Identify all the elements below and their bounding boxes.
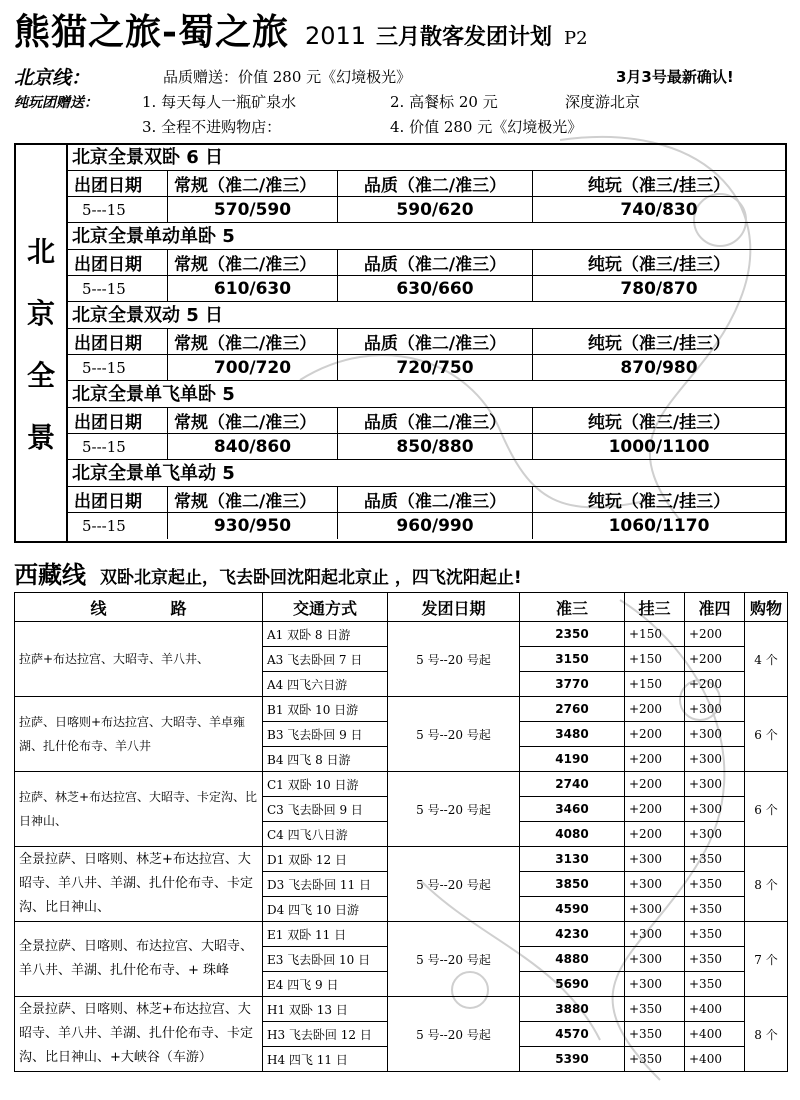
departure-range: 5 号--20 号起 (388, 847, 520, 922)
col-header-shopping: 购物 (745, 593, 788, 622)
pure-price: 1000/1100 (608, 436, 710, 457)
zhun3-price: 3150 (520, 647, 625, 672)
table-row (15, 697, 788, 722)
pure-gift-item-2: 2. 高餐标 20 元 (390, 93, 498, 111)
zhun3-price: 3850 (520, 872, 625, 897)
departure-range: 5 号--20 号起 (388, 772, 520, 847)
col-header-pure: 纯玩（准三/挂三） (587, 492, 731, 512)
regular-price: 930/950 (168, 513, 338, 539)
quality-gift: 品质赠送：价值 280 元《幻境极光》 (163, 68, 412, 86)
col-header-regular: 常规（准二/准三） (168, 329, 338, 354)
price-row (68, 434, 785, 460)
zhun3-price: 4230 (520, 922, 625, 947)
col-header-quality: 品质（准二/准三） (338, 487, 533, 512)
transport-option: D1 双卧 12 日 (263, 847, 388, 872)
transport-option: E3 飞去卧回 10 日 (263, 947, 388, 972)
col-header-regular: 常规（准二/准三） (168, 487, 338, 512)
table-row (15, 772, 788, 797)
pure-price: 780/870 (620, 278, 698, 299)
column-header-row (68, 487, 785, 513)
col-header-quality: 品质（准二/准三） (338, 171, 533, 196)
zhun4-surcharge: +200 (685, 647, 745, 672)
transport-option: E1 双卧 11 日 (263, 922, 388, 947)
gua3-surcharge: +200 (625, 822, 685, 847)
pure-gift-item-1: 1. 每天每人一瓶矿泉水 (142, 93, 297, 111)
gua3-surcharge: +200 (625, 772, 685, 797)
col-header-regular: 常规（准二/准三） (168, 408, 338, 433)
shopping-count: 8 个 (745, 997, 788, 1072)
pure-gift-item-deep-tour: 深度游北京 (565, 93, 641, 111)
transport-option: D3 飞去卧回 11 日 (263, 872, 388, 897)
transport-option: C4 四飞八日游 (263, 822, 388, 847)
zhun4-surcharge: +400 (685, 1047, 745, 1072)
transport-option: D4 四飞 10 日游 (263, 897, 388, 922)
zhun4-surcharge: +200 (685, 672, 745, 697)
col-header-pure: 纯玩（准三/挂三） (587, 176, 731, 196)
zhun4-surcharge: +350 (685, 972, 745, 997)
transport-option: H1 双卧 13 日 (263, 997, 388, 1022)
tibet-line-label: 西藏线 (14, 561, 86, 589)
column-header-row (68, 408, 785, 434)
side-char: 北 (26, 235, 55, 268)
side-char: 全 (26, 359, 55, 392)
pure-gift-item-4: 4. 价值 280 元《幻境极光》 (390, 118, 583, 136)
regular-price: 570/590 (168, 197, 338, 222)
zhun3-price: 3770 (520, 672, 625, 697)
col-header-quality: 品质（准二/准三） (338, 329, 533, 354)
zhun4-surcharge: +350 (685, 872, 745, 897)
quality-price: 630/660 (338, 276, 533, 301)
gua3-surcharge: +300 (625, 847, 685, 872)
pure-gift-label: 纯玩团赠送： (14, 95, 98, 111)
beijing-side-label (16, 145, 68, 541)
gua3-surcharge: +200 (625, 747, 685, 772)
beijing-product-block (68, 145, 785, 223)
zhun4-surcharge: +350 (685, 922, 745, 947)
price-row (68, 513, 785, 539)
price-row (68, 355, 785, 381)
gua3-surcharge: +300 (625, 947, 685, 972)
col-header-regular: 常规（准二/准三） (168, 171, 338, 196)
zhun4-surcharge: +300 (685, 797, 745, 822)
beijing-line-row (14, 63, 90, 90)
product-title: 北京全景双卧 6 日 (68, 145, 785, 171)
route-description: 拉萨+布达拉宫、大昭寺、羊八井、 (15, 622, 263, 697)
table-row (15, 622, 788, 647)
product-title: 北京全景单动单卧 5 (68, 224, 785, 250)
zhun4-surcharge: +400 (685, 1022, 745, 1047)
zhun4-surcharge: +300 (685, 747, 745, 772)
route-description: 全景拉萨、日喀则、林芝+布达拉宫、大昭寺、羊八井、羊湖、扎什伦布寺、卡定沟、比日神山、+大峡谷（车游） (15, 997, 263, 1072)
transport-option: A1 双卧 8 日游 (263, 622, 388, 647)
zhun3-price: 2350 (520, 622, 625, 647)
zhun4-surcharge: +300 (685, 697, 745, 722)
gua3-surcharge: +150 (625, 622, 685, 647)
zhun3-price: 4190 (520, 747, 625, 772)
col-header-date: 出团日期 (68, 171, 168, 196)
header-title: 熊猫之旅-蜀之旅 (14, 11, 289, 53)
price-row (68, 276, 785, 302)
beijing-price-table (14, 143, 787, 543)
transport-option: H3 飞去卧回 12 日 (263, 1022, 388, 1047)
shopping-count: 6 个 (745, 772, 788, 847)
gua3-surcharge: +300 (625, 872, 685, 897)
route-description: 全景拉萨、日喀则、布达拉宫、大昭寺、羊八井、羊湖、扎什伦布寺、+ 珠峰 (15, 922, 263, 997)
col-header-date: 出团日期 (68, 487, 168, 512)
transport-option: E4 四飞 9 日 (263, 972, 388, 997)
col-header-transport: 交通方式 (263, 593, 388, 622)
col-header-quality: 品质（准二/准三） (338, 250, 533, 275)
transport-option: C3 飞去卧回 9 日 (263, 797, 388, 822)
col-header-pure: 纯玩（准三/挂三） (587, 334, 731, 354)
departure-range: 5 号--20 号起 (388, 997, 520, 1072)
gua3-surcharge: +200 (625, 797, 685, 822)
beijing-product-block (68, 382, 785, 460)
zhun4-surcharge: +300 (685, 822, 745, 847)
shopping-count: 7 个 (745, 922, 788, 997)
departure-date: 5---15 (68, 197, 168, 222)
col-header-date: 出团日期 (68, 250, 168, 275)
side-char: 京 (26, 297, 55, 330)
regular-price: 610/630 (168, 276, 338, 301)
quality-price: 720/750 (338, 355, 533, 380)
col-header-date: 出团日期 (68, 408, 168, 433)
product-title: 北京全景双动 5 日 (68, 303, 785, 329)
departure-range: 5 号--20 号起 (388, 697, 520, 772)
side-char: 景 (26, 421, 55, 454)
shopping-count: 6 个 (745, 697, 788, 772)
zhun3-price: 2740 (520, 772, 625, 797)
tibet-header-row (15, 593, 788, 622)
zhun4-surcharge: +400 (685, 997, 745, 1022)
transport-option: A3 飞去卧回 7 日 (263, 647, 388, 672)
col-header-pure: 纯玩（准三/挂三） (587, 255, 731, 275)
route-description: 全景拉萨、日喀则、林芝+布达拉宫、大昭寺、羊八井、羊湖、扎什伦布寺、卡定沟、比日神山、 (15, 847, 263, 922)
departure-range: 5 号--20 号起 (388, 622, 520, 697)
header-page-number: P2 (564, 28, 588, 49)
zhun3-price: 3880 (520, 997, 625, 1022)
zhun4-surcharge: +300 (685, 772, 745, 797)
table-row (15, 922, 788, 947)
zhun4-surcharge: +300 (685, 722, 745, 747)
tibet-section-title (14, 555, 522, 590)
quality-price: 590/620 (338, 197, 533, 222)
column-header-row (68, 329, 785, 355)
gua3-surcharge: +300 (625, 922, 685, 947)
zhun3-price: 5390 (520, 1047, 625, 1072)
gua3-surcharge: +350 (625, 997, 685, 1022)
zhun4-surcharge: +350 (685, 847, 745, 872)
gua3-surcharge: +200 (625, 697, 685, 722)
price-row (68, 197, 785, 223)
gua3-surcharge: +200 (625, 722, 685, 747)
departure-range: 5 号--20 号起 (388, 922, 520, 997)
zhun3-price: 3130 (520, 847, 625, 872)
beijing-product-block (68, 461, 785, 539)
pure-price: 870/980 (620, 357, 698, 378)
pure-price: 1060/1170 (608, 516, 710, 536)
beijing-line-label: 北京线： (14, 67, 91, 89)
col-header-quality: 品质（准二/准三） (338, 408, 533, 433)
regular-price: 700/720 (168, 355, 338, 380)
pure-price: 740/830 (620, 199, 698, 220)
route-description: 拉萨、林芝+布达拉宫、大昭寺、卡定沟、比日神山、 (15, 772, 263, 847)
gua3-surcharge: +300 (625, 972, 685, 997)
table-row (15, 997, 788, 1022)
col-header-zhun3: 准三 (520, 593, 625, 622)
shopping-count: 4 个 (745, 622, 788, 697)
zhun3-price: 4570 (520, 1022, 625, 1047)
pure-gift-item-3: 3. 全程不进购物店： (142, 118, 282, 136)
gua3-surcharge: +150 (625, 647, 685, 672)
zhun3-price: 4080 (520, 822, 625, 847)
header-year: 2011 (304, 22, 367, 50)
col-header-route: 线 路 (15, 593, 263, 622)
zhun3-price: 3480 (520, 722, 625, 747)
zhun4-surcharge: +200 (685, 622, 745, 647)
col-header-gua3: 挂三 (625, 593, 685, 622)
beijing-product-block (68, 303, 785, 381)
col-header-date: 出团日期 (68, 329, 168, 354)
product-title: 北京全景单飞单动 5 (68, 461, 785, 487)
gua3-surcharge: +300 (625, 897, 685, 922)
quality-price: 960/990 (338, 513, 533, 539)
confirm-note: 3月3号最新确认! (616, 68, 734, 86)
col-header-regular: 常规（准二/准三） (168, 250, 338, 275)
zhun4-surcharge: +350 (685, 897, 745, 922)
tibet-line-description: 双卧北京起止，飞去卧回沈阳起北京止 ，四飞沈阳起止! (100, 568, 522, 588)
departure-date: 5---15 (68, 276, 168, 301)
col-header-zhun4: 准四 (685, 593, 745, 622)
beijing-product-block (68, 224, 785, 302)
zhun4-surcharge: +350 (685, 947, 745, 972)
departure-date: 5---15 (68, 434, 168, 459)
zhun3-price: 3460 (520, 797, 625, 822)
tibet-price-table (14, 592, 788, 1072)
transport-option: B4 四飞 8 日游 (263, 747, 388, 772)
gua3-surcharge: +150 (625, 672, 685, 697)
transport-option: B1 双卧 10 日游 (263, 697, 388, 722)
shopping-count: 8 个 (745, 847, 788, 922)
zhun3-price: 4880 (520, 947, 625, 972)
transport-option: A4 四飞六日游 (263, 672, 388, 697)
gua3-surcharge: +350 (625, 1047, 685, 1072)
zhun3-price: 2760 (520, 697, 625, 722)
quality-price: 850/880 (338, 434, 533, 459)
table-row (15, 847, 788, 872)
departure-date: 5---15 (68, 355, 168, 380)
column-header-row (68, 171, 785, 197)
page-header (14, 4, 588, 53)
header-plan: 三月散客发团计划 (376, 24, 553, 50)
zhun3-price: 5690 (520, 972, 625, 997)
column-header-row (68, 250, 785, 276)
transport-option: B3 飞去卧回 9 日 (263, 722, 388, 747)
regular-price: 840/860 (168, 434, 338, 459)
departure-date: 5---15 (68, 513, 168, 539)
zhun3-price: 4590 (520, 897, 625, 922)
transport-option: H4 四飞 11 日 (263, 1047, 388, 1072)
transport-option: C1 双卧 10 日游 (263, 772, 388, 797)
col-header-departure: 发团日期 (388, 593, 520, 622)
product-title: 北京全景单飞单卧 5 (68, 382, 785, 408)
route-description: 拉萨、日喀则+布达拉宫、大昭寺、羊卓雍湖、扎什伦布寺、羊八井 (15, 697, 263, 772)
gua3-surcharge: +350 (625, 1022, 685, 1047)
col-header-pure: 纯玩（准三/挂三） (587, 413, 731, 433)
